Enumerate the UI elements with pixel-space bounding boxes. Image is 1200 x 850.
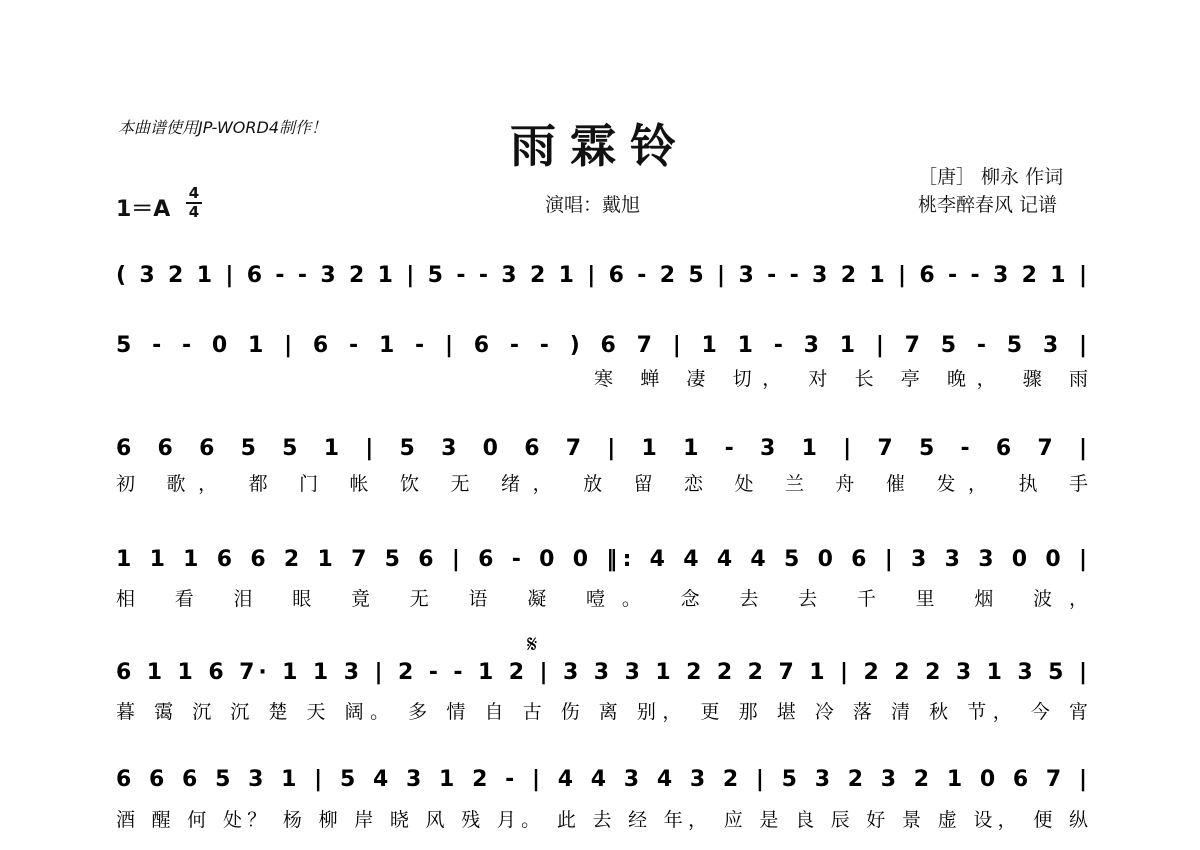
score-row-6 — [116, 767, 1088, 831]
score-row-5 — [116, 630, 1088, 723]
key-signature: 1＝A — [116, 197, 171, 222]
score-row-3 — [116, 436, 1088, 495]
score-row-1 — [116, 263, 1088, 288]
row-notes: ( 3 2 1 | 6 - - 3 2 1 | 5 - - 3 2 1 | 6 - 2 5 | 3 - - 3 2 1 | 6 - - 3 2 1 | — [116, 263, 1088, 288]
time-denominator: 4 — [188, 203, 200, 221]
arranger-credit: 桃李醉春风 记谱 — [918, 194, 1058, 216]
row-notes: 6 1 1 6 7· 1 1 3 | 2 - - 1 2 | 3 3 3 1 2 2 2 7 1 | 2 2 2 3 1 3 5 | — [116, 660, 1089, 685]
score-row-4 — [116, 547, 1088, 610]
row-notes: 6 6 6 5 3 1 | 5 4 3 1 2 - | 4 4 3 4 3 2 | 5 3 2 3 2 1 0 6 7 | — [116, 767, 1088, 792]
row-lyrics: 酒 醒 何 处？ 杨 柳 岸 晓 风 残 月。 此 去 经 年， 应 是 良 辰 好 景 虚 设， 便 纵 — [116, 809, 1088, 831]
row-notes: 1 1 1 6 6 2 1 7 5 6 | 6 - 0 0 ‖: 4 4 4 4 5 0 6 | 3 3 3 0 0 | — [116, 547, 1088, 572]
row-lyrics: 相 看 泪 眼 竟 无 语 凝 噎。 念 去 去 千 里 烟 波， — [116, 588, 1088, 610]
row-notes: 5 - - 0 1 | 6 - 1 - | 6 - - ) 6 7 | 1 1 - 3 1 | 7 5 - 5 3 | — [116, 333, 1089, 358]
row-lyrics: 寒 蝉 凄 切， 对 长 亭 晚， 骤 雨 — [594, 368, 1088, 390]
row-lyrics: 初 歌， 都 门 帐 饮 无 绪， 放 留 恋 处 兰 舟 催 发， 执 手 — [116, 473, 1088, 495]
score-row-2 — [116, 333, 1088, 390]
segno-sign: 𝄋 — [527, 630, 538, 658]
software-credit: 本曲谱使用JP-WORD4制作！ — [118, 118, 328, 137]
singer-credit: 演唱：戴旭 — [545, 194, 641, 216]
row-lyrics: 暮 霭 沉 沉 楚 天 阔。 多 情 自 古 伤 离 别， 更 那 堪 冷 落 清 秋 节， 今 宵 — [116, 701, 1088, 723]
time-numerator: 4 — [188, 184, 200, 202]
lyricist-credit: ［唐］ 柳永 作词 — [918, 166, 1064, 188]
song-title: 雨霖铃 — [510, 119, 690, 173]
row-notes: 6 6 6 5 5 1 | 5 3 0 6 7 | 1 1 - 3 1 | 7 5 - 6 7 | — [116, 436, 1089, 461]
